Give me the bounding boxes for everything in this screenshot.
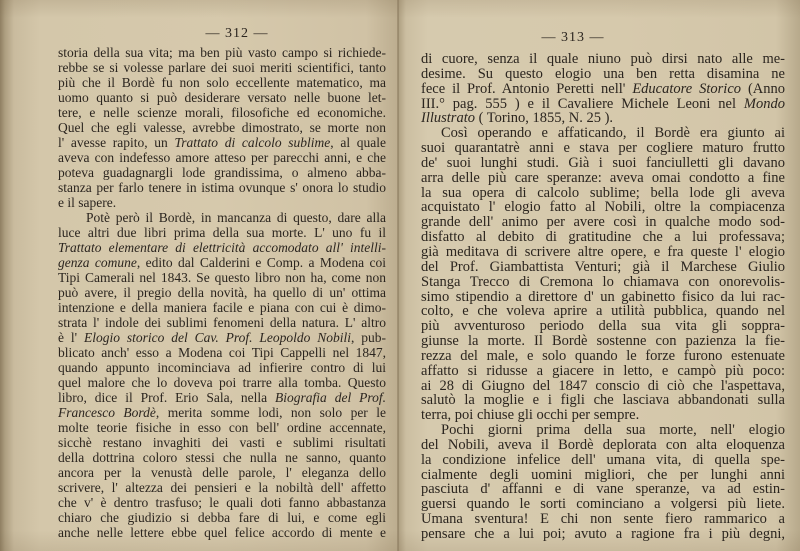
text-line: giunse la morte. Il Bordè sostenne con pazienza la fie- xyxy=(421,333,785,350)
italic-title: genza comune xyxy=(58,255,137,270)
text-line: aveva con indefesso amore atteso per parecchi anni, e che xyxy=(58,150,386,165)
line-segment: ( Torino, 1855, N. 25 ). xyxy=(474,110,614,127)
line-segment: l' avesse rapito, un xyxy=(58,135,175,150)
italic-title: Biografia del Prof. xyxy=(275,390,386,405)
text-line: pensare che a lui poi; avuto a ragione fra i più degni, xyxy=(421,526,785,542)
italic-title: Educatore Storico xyxy=(632,80,742,97)
text-line: ai 28 di Giugno del 1847 conscio di ciò che l'aspettava, xyxy=(421,377,785,394)
line-segment: , al quale xyxy=(330,135,387,150)
text-line: arra delle più care speranze: aveva omai condotto a fine xyxy=(421,169,785,186)
line-segment: è l' xyxy=(58,330,84,345)
text-line xyxy=(58,135,386,150)
italic-title: Mondo xyxy=(743,95,785,112)
italic-title: Elogio storico del Cav. Prof. Leopoldo Nobili xyxy=(83,330,351,345)
line-segment: (Anno xyxy=(741,80,785,97)
text-line: intenzione e della maniera facile e piana con cui è dimo- xyxy=(58,300,386,315)
text-line: affatto si ridusse a giacere in letto, e campò più poco: xyxy=(421,362,785,379)
text-line: chiaro che giudizio si debba fare di lui, e come egli xyxy=(58,510,386,525)
text-line: scrivere, l' altezza dei pensieri e la nobiltà dell' affetto xyxy=(58,480,386,495)
text-line: già meditava di scrivere altre opere, e fra queste l' elogio xyxy=(421,243,785,260)
page-gutter xyxy=(397,0,399,551)
text-line: della dottrina coloro stessi che nulla ne sanno, quanto xyxy=(58,450,386,465)
text-line: del Nobili, aveva il Bordè deplorata con alta eloquenza xyxy=(421,436,785,453)
text-line: de' suoi lunghi studi. Già i suoi fanciulletti gli davano xyxy=(421,154,785,171)
page-number: — 312 — xyxy=(205,26,269,41)
italic-title: Trattato di calcolo sublime xyxy=(174,135,331,150)
text-line: tere, e nelle scienze morali, filosofiche ed economiche. xyxy=(58,105,386,120)
text-line: la condizione infelice dell' umana vita, di quella spe- xyxy=(421,451,785,468)
line-segment: III.° pag. 555 ) e il Cavaliere Michele Leoni nel xyxy=(421,95,744,112)
text-line: Potè però il Bordè, in mancanza di questo, dare alla xyxy=(86,210,386,225)
line-segment: fece il Prof. Antonio Peretti nell' xyxy=(421,80,633,97)
italic-title: Francesco Bordè xyxy=(58,405,156,420)
text-line: desime. Su questo elogio una ben retta disamina ne xyxy=(421,65,785,82)
text-line: Pochi giorni prima della sua morte, nell' elogio xyxy=(441,422,785,439)
text-line: di cuore, senza il quale niuno può dirsi nato alle me- xyxy=(421,51,785,67)
text-line: salutò la moglie e i figli che lasciava abbandonati sulla xyxy=(421,392,785,409)
text-line: grande dell' animo per avere così in qualche modo sod- xyxy=(421,214,785,231)
text-line: disfatto al debito di gratitudine che a lui professava; xyxy=(421,229,785,246)
text-line: ancora per la venustà delle parole, l' eleganza dello xyxy=(58,465,386,480)
line-segment: libro, dice il Prof. Erio Sala, nella xyxy=(58,390,276,405)
text-line: simo stipendio a direttore d' un gabinetto fisico da lui rac- xyxy=(421,288,785,305)
text-line: colto, e che voleva aprire a utilità pubblica, quando nel xyxy=(421,303,785,320)
text-line: poteva guadagnargli lode grandissima, o almeno abba- xyxy=(58,165,386,180)
text-line xyxy=(421,111,785,126)
text-line xyxy=(58,330,386,345)
line-segment: , merita somme lodi, non solo per le xyxy=(155,405,386,420)
right-page xyxy=(398,0,800,551)
text-line: storia della sua vita; ma ben più vasto campo si richiede- xyxy=(58,45,386,60)
text-line: quel malore che lo doveva poi trarre alla tomba. Questo xyxy=(58,375,386,390)
text-line: molte teorie fisiche in esso con bell' ordine accennate, xyxy=(58,420,386,435)
line-segment: , pub- xyxy=(351,330,387,345)
text-line: e il sapere. xyxy=(58,195,117,210)
text-line: più che il Bordè fu non solo eccellente matematico, ma xyxy=(58,75,386,90)
text-line xyxy=(58,240,386,255)
line-segment: , edito dal Calderini e Comp. a Modena coi xyxy=(136,255,386,270)
text-line: può avere, il pregio della novità, ha quello di un' ottima xyxy=(58,285,386,300)
italic-title: Illustrato xyxy=(421,110,475,127)
text-line: guersi quando le sorti cominciano a volgersi più liete. xyxy=(421,496,785,513)
text-line: sicchè restano invaghiti dei vasti e sublimi risultati xyxy=(58,435,386,450)
right-page-text xyxy=(421,52,785,542)
text-line: uomo quanto si può desiderare versato nelle buone let- xyxy=(58,90,386,105)
text-line xyxy=(58,255,386,270)
text-line xyxy=(58,405,386,420)
text-line: terra, poi chiuse gli occhi per sempre. xyxy=(421,407,640,424)
text-line: stanza per farlo tenere in istima ovunque s' onora lo studio xyxy=(58,180,386,195)
text-line: che v' è dentro trasfuso; le quali doti fanno abbastanza xyxy=(58,495,386,510)
italic-title: Trattato elementare di elettricità accomodato all' intelli- xyxy=(58,240,386,255)
text-line: Quel che egli valesse, avrebbe dimostrato, se morte non xyxy=(58,120,386,135)
text-line xyxy=(58,390,386,405)
text-line: Tipi Camerali nel 1843. Se questo libro non ha, come non xyxy=(58,270,386,285)
text-line: del Prof. Giambattista Venturi; già il Marchese Giulio xyxy=(421,258,785,275)
text-line xyxy=(421,97,785,112)
text-line: Umana sventura! E chi non sente fiero rammarico a xyxy=(421,511,785,528)
text-line: suoi quarantatrè anni e stava per cogliere maturo frutto xyxy=(421,140,785,157)
text-line: la sua opera di calcolo sublime; bella lode gli aveva xyxy=(421,184,785,201)
text-line: rebbe se si volesse parlare dei suoi meriti scientifici, tanto xyxy=(58,60,386,75)
text-line: blicato anch' esso a Modena coi Tipi Cappelli nel 1847, xyxy=(58,345,386,360)
text-line: rezza del male, e solo quando le forze furono estenuate xyxy=(421,347,785,364)
left-page xyxy=(0,0,398,551)
text-line xyxy=(421,82,785,97)
text-line: più avventuroso periodo della sua vita gli soppra- xyxy=(421,318,785,335)
text-line: Stanga Trecco di Cremona lo chiamava con onorevolis- xyxy=(421,273,785,290)
text-line: strata l' indole dei sublimi fenomeni della natura. L' altro xyxy=(58,315,386,330)
text-line: luce altri due libri prima della sua morte. L' uno fu il xyxy=(58,225,386,240)
text-line: Così operando e affaticando, il Bordè era giunto ai xyxy=(441,125,785,142)
left-page-text xyxy=(58,45,386,540)
text-line: anche nelle lettere ebbe quel felice accordo di mente e xyxy=(58,525,386,540)
page-number: — 313 — xyxy=(541,30,605,45)
text-line: pasciuta d' affanni e di vane speranze, va ad estin- xyxy=(421,481,785,498)
text-line: quando appunto incominciava ad infierire contro di lui xyxy=(58,360,386,375)
text-line: acquistato l' elogio fatto al Nobili, oltre la compiacenza xyxy=(421,199,785,216)
text-line: cialmente degli uomini migliori, che per lunghi anni xyxy=(421,466,785,483)
